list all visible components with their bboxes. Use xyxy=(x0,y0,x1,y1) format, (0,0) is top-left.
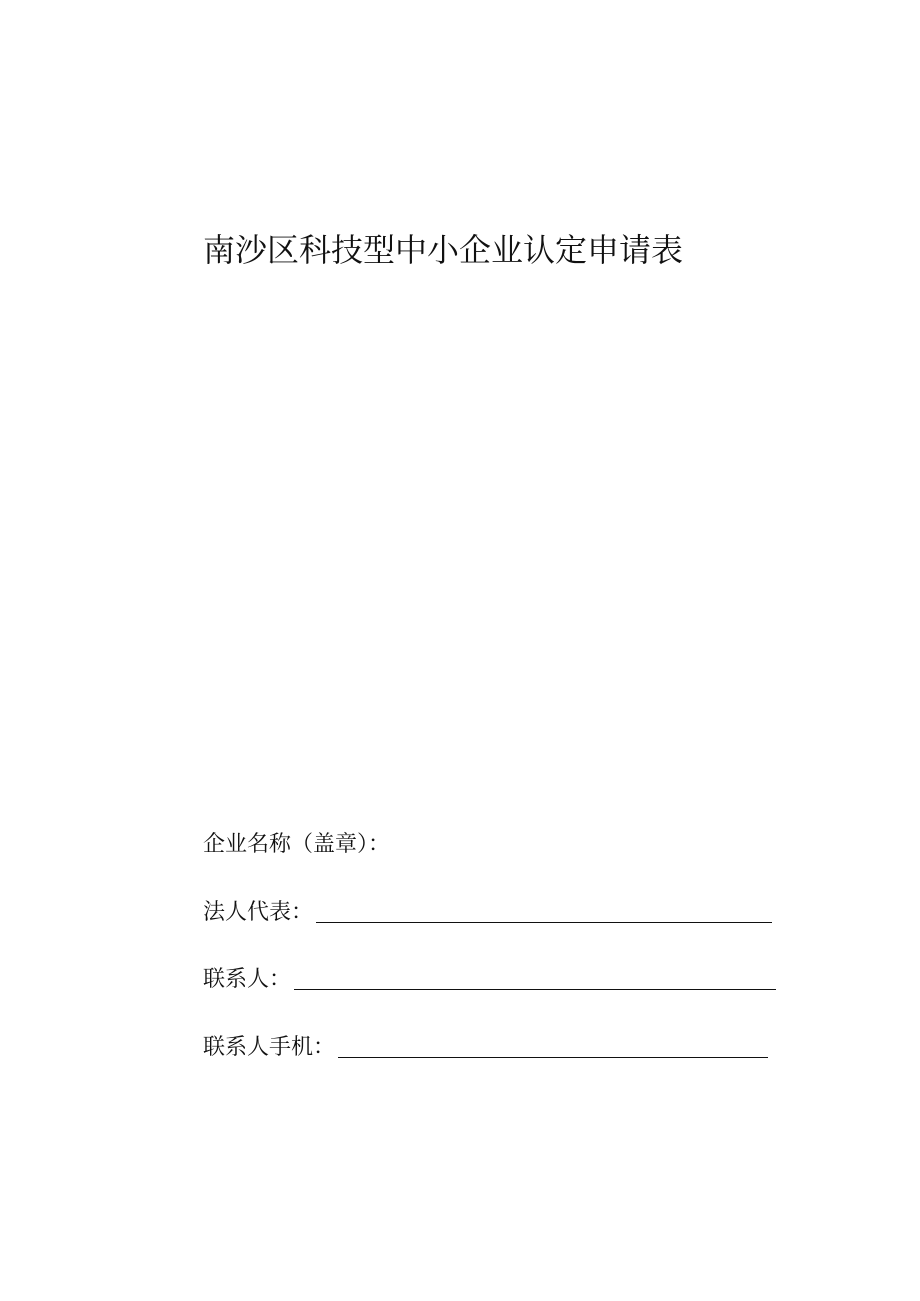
document-title: 南沙区科技型中小企业认定申请表 xyxy=(203,231,684,269)
legal-representative-blank-line[interactable] xyxy=(316,922,772,923)
contact-person-label: 联系人： xyxy=(203,967,292,992)
company-name-label: 企业名称（盖章）： xyxy=(203,832,391,857)
legal-representative-field xyxy=(203,894,772,928)
company-name-field xyxy=(203,826,390,860)
contact-phone-blank-line[interactable] xyxy=(338,1057,768,1058)
contact-phone-field xyxy=(203,1029,768,1063)
contact-person-blank-line[interactable] xyxy=(294,989,776,990)
contact-phone-label: 联系人手机： xyxy=(203,1035,336,1060)
legal-representative-label: 法人代表： xyxy=(203,900,314,925)
contact-person-field xyxy=(203,961,776,995)
